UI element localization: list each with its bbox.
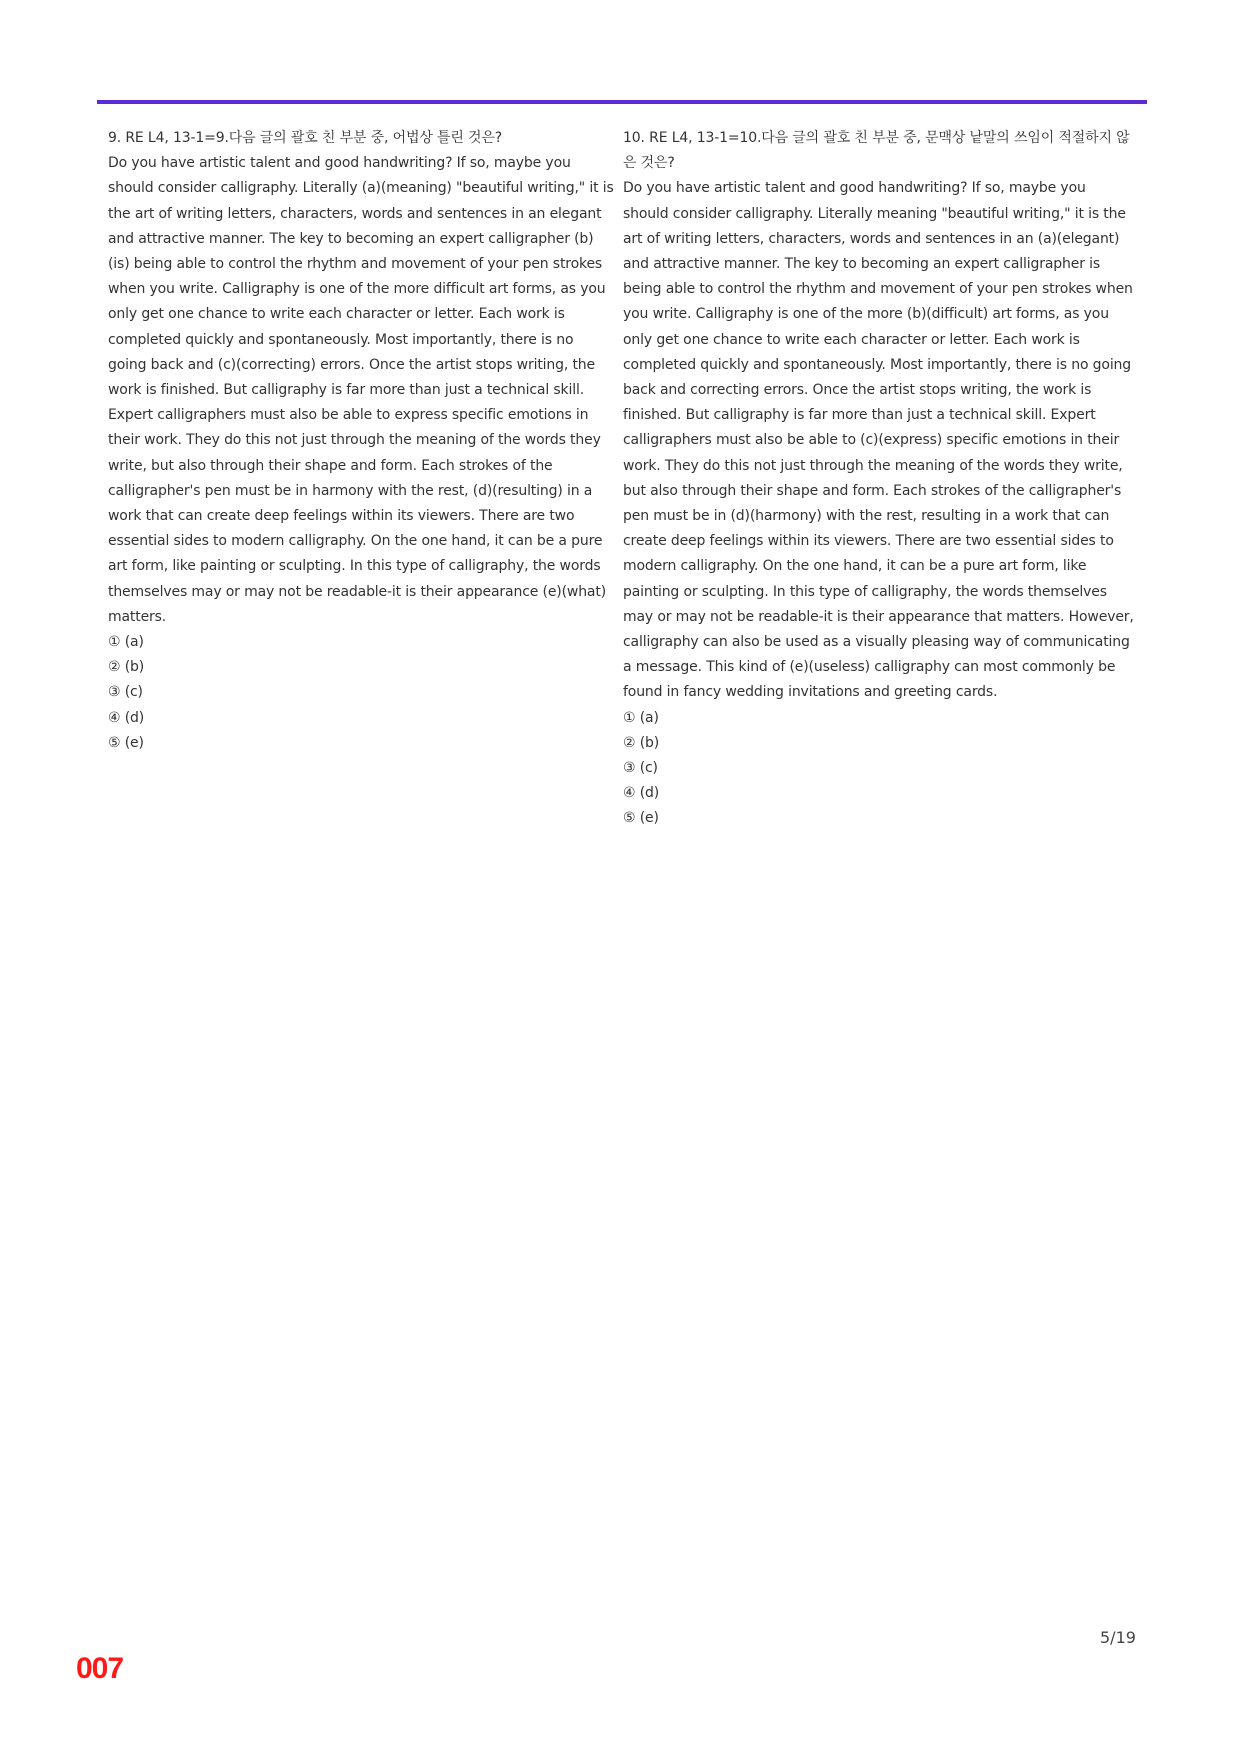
choice-2[interactable]: ② (b)	[108, 659, 145, 676]
choice-5[interactable]: ⑤ (e)	[108, 734, 144, 751]
question-title: 10. RE L4, 13-1=10.다음 글의 괄호 친 부분 중, 문맥상 낱말의 쓰임이 적절하지 않은 것은?	[623, 130, 1130, 172]
choice-1[interactable]: ① (a)	[108, 634, 144, 651]
question-9	[108, 126, 614, 756]
question-title: 9. RE L4, 13-1=9.다음 글의 괄호 친 부분 중, 어법상 틀린 것은?	[108, 130, 503, 146]
answer-choices	[108, 630, 614, 756]
choice-5[interactable]: ⑤ (e)	[623, 810, 659, 827]
brand-logo: 007	[76, 1652, 124, 1685]
choice-3[interactable]: ③ (c)	[623, 760, 658, 777]
choice-1[interactable]: ① (a)	[623, 709, 659, 726]
choice-2[interactable]: ② (b)	[623, 734, 660, 751]
question-passage: Do you have artistic talent and good handwriting? If so, maybe you should consider calligraphy. Literally (a)(meaning) "beautiful writing," it is the art of writing letters, characters, words and sentences in an elegant and attractive manner. The key to becoming an expert calligrapher (b)(is) being able to control the rhythm and movement of your pen strokes when you write. Calligraphy is one of the more difficult art forms, as you only get one chance to write each character or letter. Each work is completed quickly and spontaneously. Most importantly, there is no going back and (c)(correcting) errors. Once the artist stops writing, the work is finished. But calligraphy is far more than just a technical skill. Expert calligraphers must also be able to express specific emotions in their work. They do this not just through the meaning of the words they write, but also through their shape and form. Each strokes of the calligrapher's pen must be in harmony with the rest, (d)(resulting) in a work that can create deep feelings within its viewers. There are two essential sides to modern calligraphy. On the one hand, it can be a pure art form, like painting or sculpting. In this type of calligraphy, the words themselves may or may not be readable-it is their appearance (e)(what) matters.	[108, 155, 614, 625]
header-rule	[97, 100, 1147, 104]
choice-4[interactable]: ④ (d)	[108, 709, 145, 726]
question-10	[623, 126, 1135, 832]
choice-3[interactable]: ③ (c)	[108, 684, 143, 701]
choice-4[interactable]: ④ (d)	[623, 785, 660, 802]
answer-choices	[623, 706, 1135, 832]
question-passage: Do you have artistic talent and good handwriting? If so, maybe you should consider calligraphy. Literally meaning "beautiful writing," it is the art of writing letters, characters, words and sentences in an (a)(elegant) and attractive manner. The key to becoming an expert calligrapher is being able to control the rhythm and movement of your pen strokes when you write. Calligraphy is one of the more (b)(difficult) art forms, as you only get one chance to write each character or letter. Each work is completed quickly and spontaneously. Most importantly, there is no going back and correcting errors. Once the artist stops writing, the work is finished. But calligraphy is far more than just a technical skill. Expert calligraphers must also be able to (c)(express) specific emotions in their work. They do this not just through the meaning of the words they write, but also through their shape and form. Each strokes of the calligrapher's pen must be in (d)(harmony) with the rest, resulting in a work that can create deep feelings within its viewers. There are two essential sides to modern calligraphy. On the one hand, it can be a pure art form, like painting or sculpting. In this type of calligraphy, the words themselves may or may not be readable-it is their appearance that matters. However, calligraphy can also be used as a visually pleasing way of communicating a message. This kind of (e)(useless) calligraphy can most commonly be found in fancy wedding invitations and greeting cards.	[623, 180, 1134, 701]
page-number: 5/19	[1100, 1628, 1136, 1647]
